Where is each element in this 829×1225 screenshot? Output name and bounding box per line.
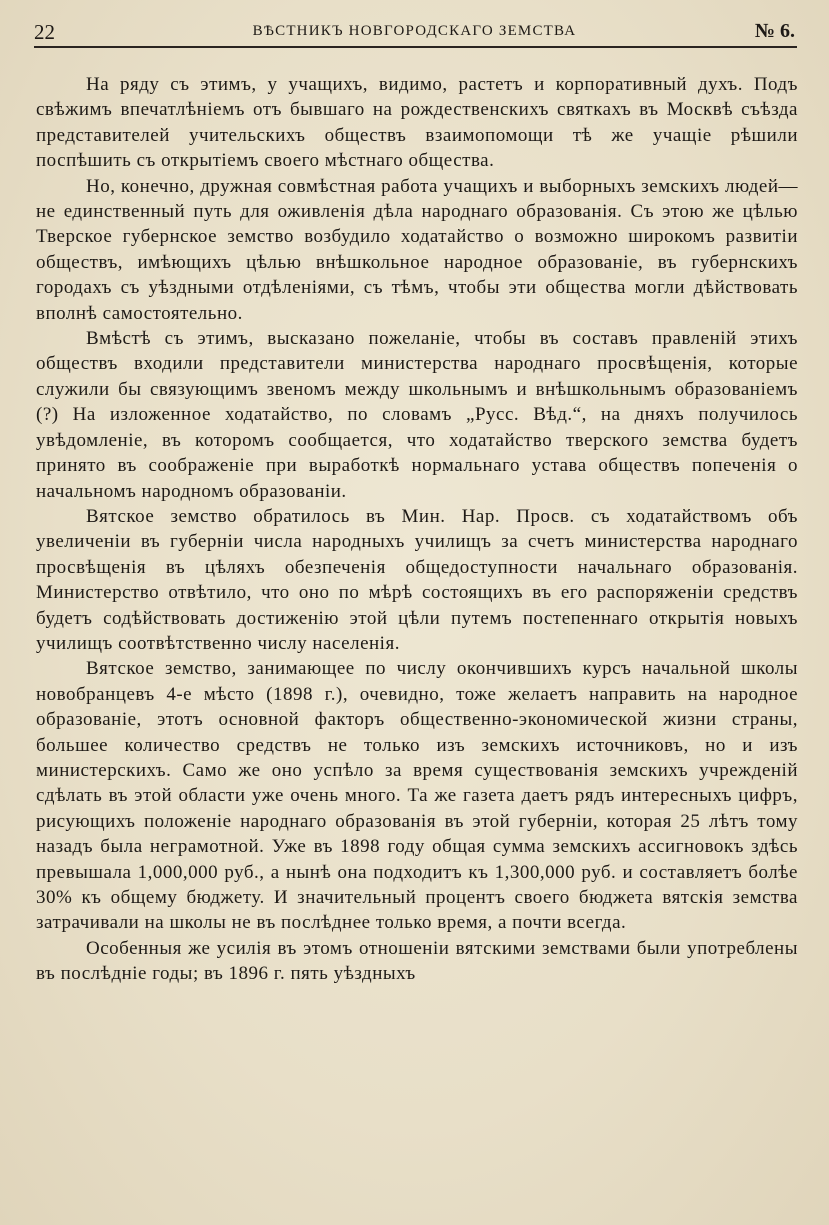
paragraph-4: Вятское земство обратилось въ Мин. Нар. Просв. съ ходатайствомъ объ увеличеніи въ губерніи числа народныхъ училищъ за счетъ министерства народнаго просвѣщенія въ цѣляхъ обезпеченія общедоступности начальнаго образованія. Министерство отвѣтило, что оно по мѣрѣ состоящихъ въ его распоряженіи средствъ будетъ содѣйствовать достиженію этой цѣли путемъ постепеннаго открытія новыхъ училищъ соотвѣтственно числу населенія. — [36, 505, 798, 654]
page-header — [34, 18, 795, 48]
article-body — [36, 72, 798, 987]
paragraph-5: Вятское земство, занимающее по числу окончившихъ курсъ начальной школы новобранцевъ 4-е мѣсто (1898 г.), очевидно, тоже желаетъ направить на народное образованіе, этотъ основной факторъ общественно-экономической жизни страны, большее количество средствъ не только изъ земскихъ источниковъ, но и изъ министерскихъ. Само же оно успѣло за время существованія земскихъ учрежденій сдѣлать въ этой области уже очень много. Та же газета даетъ рядъ интересныхъ цифръ, рисующихъ положеніе народнаго образованія въ этой губерніи, которая 25 лѣтъ тому назадъ была неграмотной. Уже въ 1898 году общая сумма земскихъ ассигновокъ здѣсь превышала 1,000,000 руб., а нынѣ она подходитъ къ 1,300,000 руб. и составляетъ болѣе 30% къ общему бюджету. И значительный процентъ своего бюджета вятскія земства затрачивали на школы не въ послѣднее только время, а почти всегда. — [36, 658, 798, 934]
paragraph-2: Но, конечно, дружная совмѣстная работа учащихъ и выборныхъ земскихъ людей—не единственный путь для оживленія дѣла народнаго образованія. Съ этою же цѣлью Тверское губернское земство возбудило ходатайство о возможно широкомъ развитіи обществъ, имѣющихъ цѣлью внѣшкольное народное образованіе, въ губернскихъ городахъ съ уѣздными отдѣленіями, съ тѣмъ, чтобы эти общества могли дѣйствовать вполнѣ самостоятельно. — [36, 175, 798, 324]
issue-number: № 6. — [754, 20, 795, 42]
paragraph-1: На ряду съ этимъ, у учащихъ, видимо, растетъ и корпоративный духъ. Подъ свѣжимъ впечатлѣніемъ отъ бывшаго на рождественскихъ святкахъ въ Москвѣ съѣзда представителей учительскихъ обществъ взаимопомощи тѣ же учащіе рѣшили поспѣшить съ открытіемъ своего мѣстнаго общества. — [36, 74, 798, 172]
page-number: 22 — [34, 20, 55, 44]
running-title: ВѢСТНИКЪ НОВГОРОДСКАГО ЗЕМСТВА — [252, 23, 577, 39]
paragraph-6: Особенныя же усилія въ этомъ отношеніи вятскими земствами были употреблены въ послѣдніе годы; въ 1896 г. пять уѣздныхъ — [36, 937, 798, 985]
header-rule — [34, 46, 797, 48]
paragraph-3: Вмѣстѣ съ этимъ, высказано пожеланіе, чтобы въ составъ правленій этихъ обществъ входили представители министерства народнаго просвѣщенія, которые служили бы связующимъ звеномъ между школьнымъ и внѣшкольнымъ образованіемъ (?) На изложенное ходатайство, по словамъ „Русс. Вѣд.“, на дняхъ получилось увѣдомленіе, въ которомъ сообщается, что ходатайство тверского земства будетъ принято въ соображеніе при выработкѣ нормальнаго устава обществъ попеченія о начальномъ народномъ образованіи. — [36, 328, 798, 502]
